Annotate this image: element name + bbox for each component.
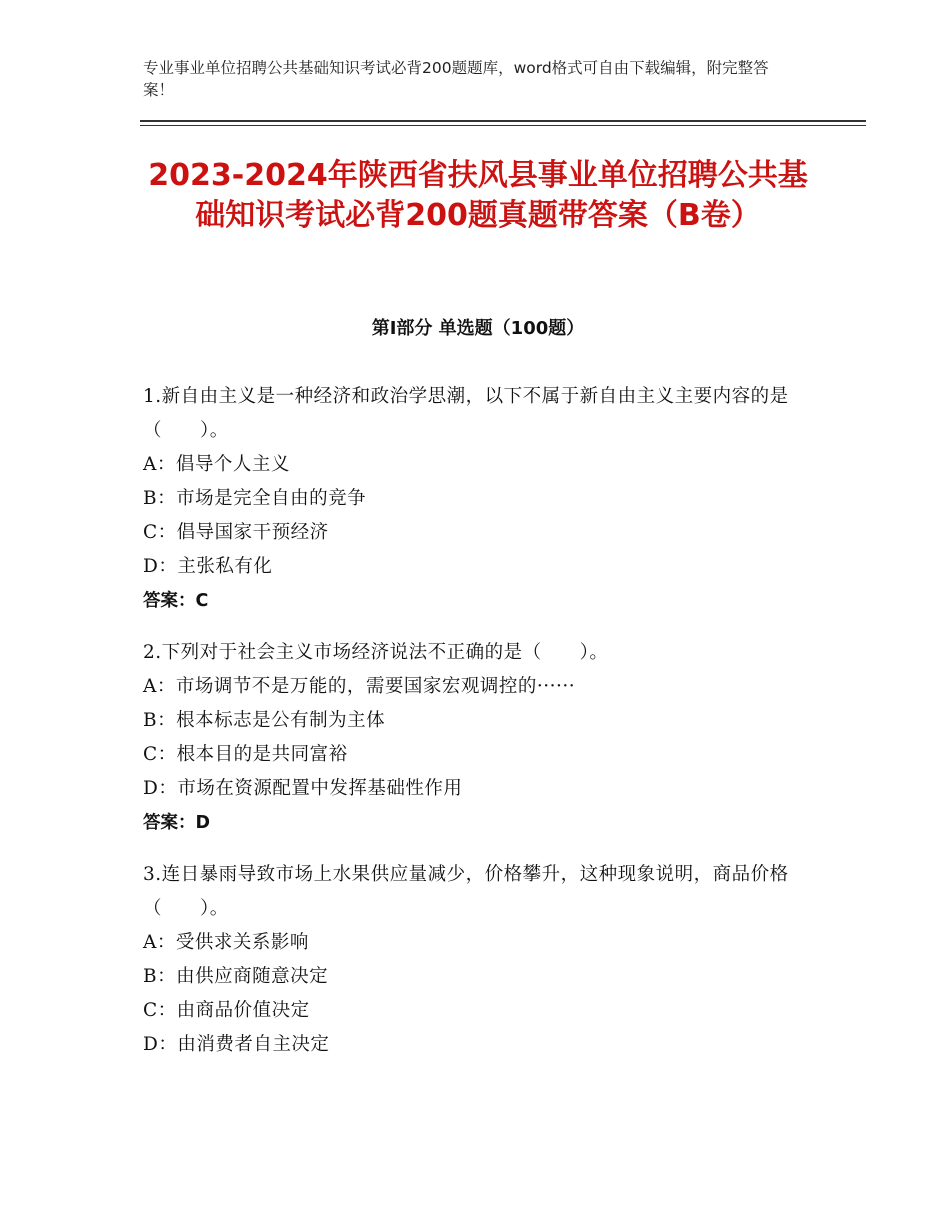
option-c: C：由商品价值决定	[143, 1000, 310, 1021]
question-2	[143, 636, 823, 840]
question-list	[143, 380, 823, 1080]
option-c: C：根本目的是共同富裕	[143, 744, 348, 765]
header-divider-thin	[140, 125, 866, 126]
header-divider-thick	[140, 120, 866, 122]
question-stem: 3.连日暴雨导致市场上水果供应量减少，价格攀升，这种现象说明，商品价格（ ）。	[143, 864, 789, 919]
question-stem: 2.下列对于社会主义市场经济说法不正确的是（ ）。	[143, 642, 609, 663]
section-title: 第I部分 单选题（100题）	[371, 318, 585, 339]
question-3	[143, 858, 823, 1062]
option-b: B：市场是完全自由的竞争	[143, 488, 367, 509]
question-1	[143, 380, 823, 618]
header-note: 专业事业单位招聘公共基础知识考试必背200题题库，word格式可自由下载编辑，附完整答案！	[143, 59, 769, 99]
document-title: 2023-2024年陕西省扶风县事业单位招聘公共基础知识考试必背200题真题带答案（B卷）	[148, 158, 808, 233]
option-c: C：倡导国家干预经济	[143, 522, 329, 543]
option-d: D：主张私有化	[143, 556, 273, 577]
option-b: B：根本标志是公有制为主体	[143, 710, 386, 731]
question-stem: 1.新自由主义是一种经济和政治学思潮，以下不属于新自由主义主要内容的是（ ）。	[143, 386, 789, 441]
option-b: B：由供应商随意决定	[143, 966, 329, 987]
answer: 答案：D	[143, 813, 211, 833]
option-a: A：市场调节不是万能的，需要国家宏观调控的······	[143, 676, 576, 697]
option-d: D：市场在资源配置中发挥基础性作用	[143, 778, 463, 799]
option-d: D：由消费者自主决定	[143, 1034, 330, 1055]
answer: 答案：C	[143, 591, 209, 611]
option-a: A：倡导个人主义	[143, 454, 290, 475]
option-a: A：受供求关系影响	[143, 932, 309, 953]
